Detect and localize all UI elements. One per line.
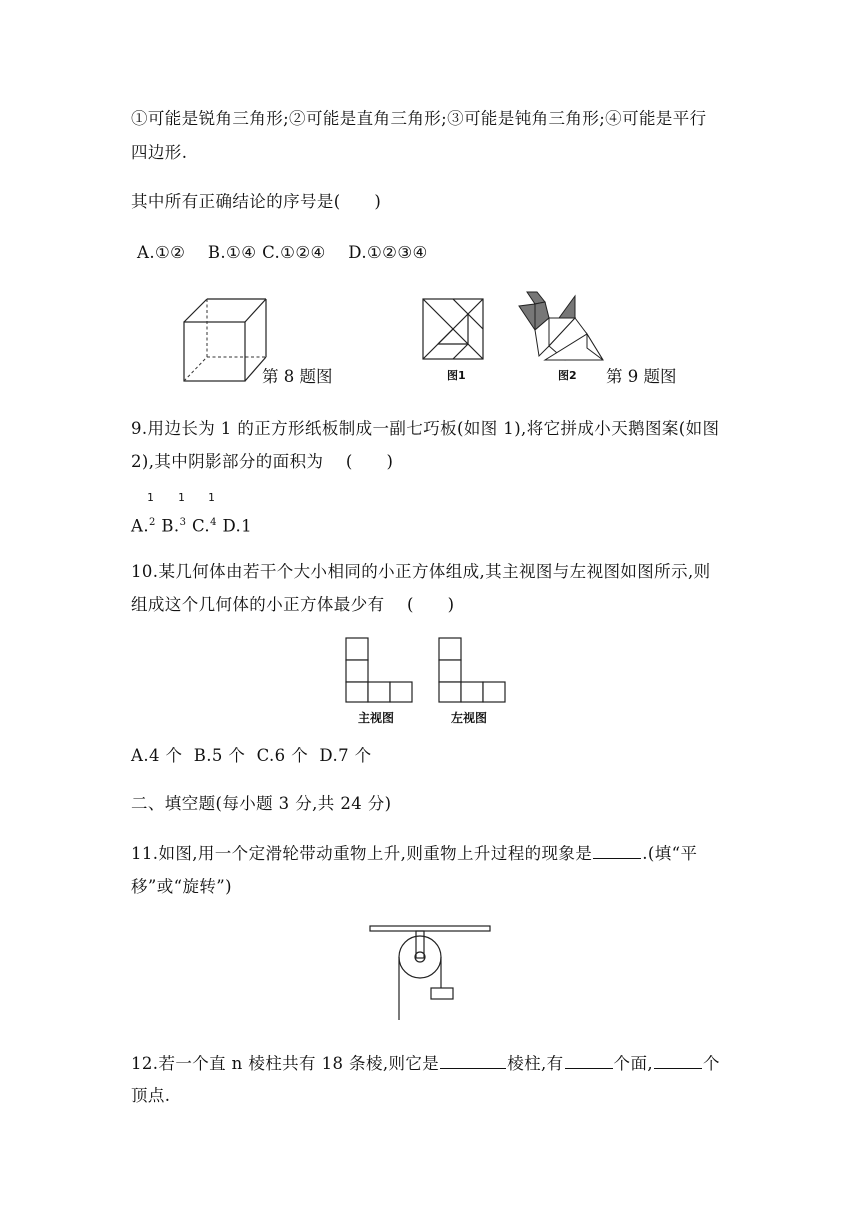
q9-figure-caption: 第 9 题图: [606, 367, 677, 386]
q9-option-b-denominator: 3: [179, 517, 187, 528]
q10-options: A.4 个 B.5 个 C.6 个 D.7 个: [131, 746, 372, 765]
q9-text-line1: 9.用边长为 1 的正方形纸板制成一副七巧板(如图 1),将它拼成小天鹅图案(如图: [131, 419, 720, 438]
q12-text-line1: [131, 1052, 720, 1075]
q8-prompt: 其中所有正确结论的序号是( ): [131, 192, 382, 211]
q9-option-b: B.: [155, 516, 180, 536]
q11-text-part1: 11.如图,用一个定滑轮带动重物上升,则重物上升过程的现象是: [131, 844, 593, 863]
q10-text-line1: 10.某几何体由若干个大小相同的小正方体组成,其主视图与左视图如图所示,则: [131, 562, 711, 581]
q10-front-view-label: 主视图: [358, 711, 395, 725]
q11-text-line2: 移”或“旋转”): [131, 877, 232, 896]
q11-text-part2: .(填“平: [642, 844, 698, 863]
q9-option-a-denominator: 2: [148, 517, 156, 528]
q12-text-part3: 个面,: [613, 1054, 653, 1073]
q12-faces-blank[interactable]: [565, 1052, 613, 1069]
q9-fig1-label: 图1: [447, 369, 466, 382]
q8-figure-caption: 第 8 题图: [262, 367, 333, 386]
q9-option-d: D.1: [216, 516, 253, 536]
q9-text-line2: 2),其中阴影部分的面积为 ( ): [131, 452, 394, 471]
section2-heading: 二、填空题(每小题 3 分,共 24 分): [131, 794, 392, 813]
q10-front-view-figure: [344, 636, 414, 704]
q8-statements-line2: 四边形.: [131, 143, 188, 162]
q10-left-view-label: 左视图: [451, 711, 488, 725]
q12-text-line2: 顶点.: [131, 1086, 171, 1105]
q8-options: A.①② B.①④ C.①②④ D.①②③④: [137, 243, 428, 262]
q9-opt-c-numerator: 1: [208, 491, 215, 504]
q9-option-a: A.: [131, 516, 149, 536]
q11-pulley-figure: [368, 922, 494, 1024]
q9-opt-b-numerator: 1: [178, 491, 185, 504]
q9-tangram-square-figure: [422, 298, 484, 360]
q12-prism-blank[interactable]: [440, 1052, 506, 1069]
q9-option-c-denominator: 4: [210, 517, 217, 528]
q9-swan-figure: [515, 290, 607, 362]
q10-text-line2: 组成这个几何体的小正方体最少有 ( ): [131, 595, 455, 614]
q12-text-part1: 12.若一个直 n 棱柱共有 18 条棱,则它是: [131, 1054, 440, 1073]
q8-cube-figure: [180, 295, 270, 387]
q9-opt-a-numerator: 1: [147, 491, 154, 504]
q9-option-c: C.: [186, 516, 211, 536]
q12-text-part4: 个: [703, 1054, 720, 1073]
q12-text-part2: 棱柱,有: [507, 1054, 564, 1073]
q12-vertices-blank[interactable]: [654, 1052, 702, 1069]
q11-answer-blank[interactable]: [593, 842, 641, 859]
q9-fig2-label: 图2: [558, 369, 577, 382]
q11-text-line1: [131, 842, 697, 865]
q8-statements-line1: ①可能是锐角三角形;②可能是直角三角形;③可能是钝角三角形;④可能是平行: [131, 109, 707, 128]
q9-options: [131, 512, 252, 538]
q10-left-view-figure: [437, 636, 507, 704]
